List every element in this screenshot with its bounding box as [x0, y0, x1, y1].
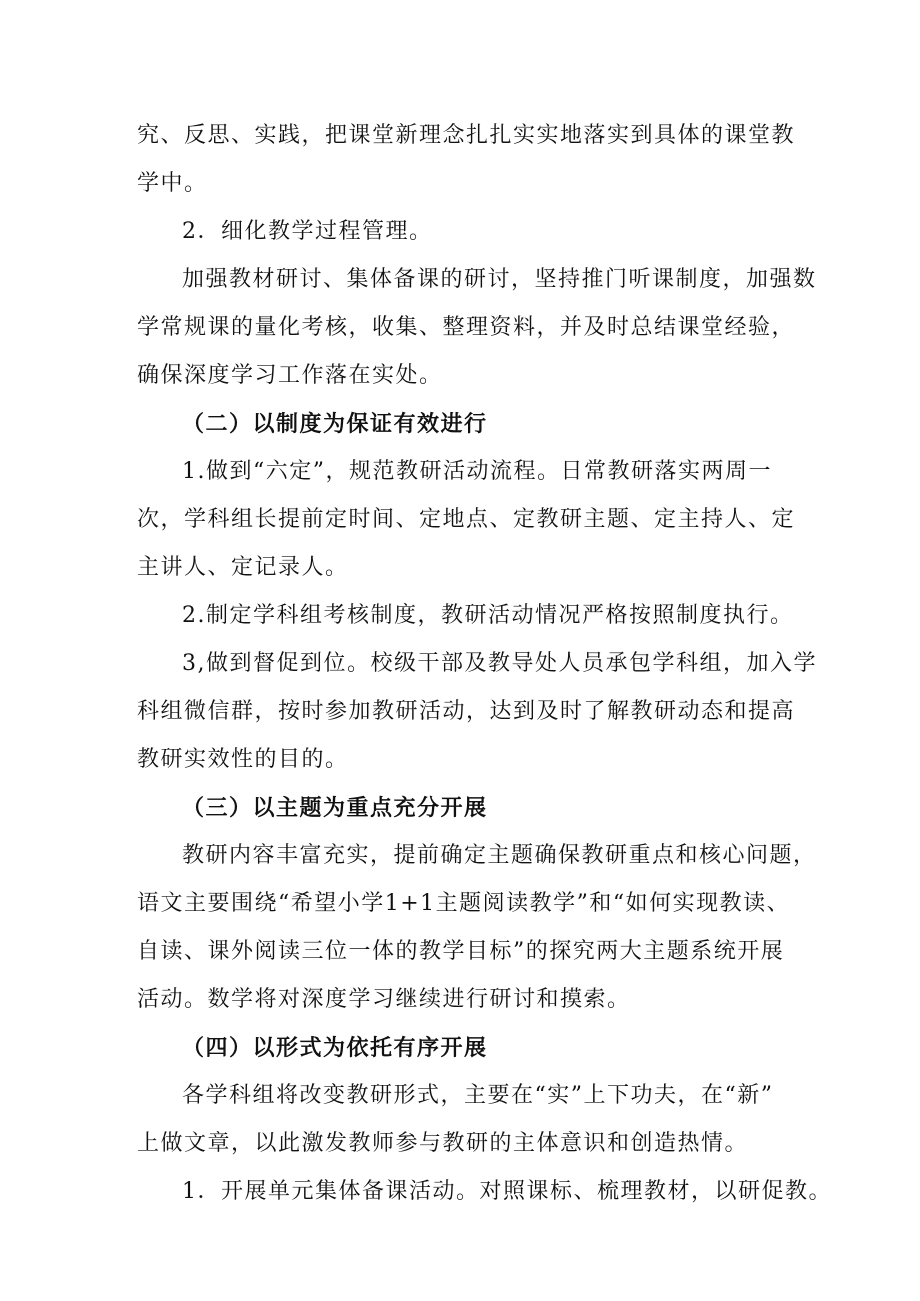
- paragraph-line: 1．开展单元集体备课活动。对照课标、梳理教材，以研促教。: [182, 1179, 832, 1204]
- paragraph-line: 教研内容丰富充实，提前确定主题确保教研重点和核心问题，: [182, 843, 817, 868]
- paragraph-line: 上做文章，以此激发教师参与教研的主体意识和创造热情。: [137, 1131, 749, 1156]
- subsection-title: 2．细化教学过程管理。: [182, 219, 433, 244]
- document-body: [137, 112, 832, 1216]
- section-heading: （四）以形式为依托有序开展: [182, 1035, 488, 1061]
- paragraph-line: 2.制定学科组考核制度，教研活动情况严格按照制度执行。: [182, 603, 794, 628]
- paragraph-line: 语文主要围绕“希望小学1+1主题阅读教学”和“如何实现教读、: [137, 891, 791, 916]
- paragraph-line: 各学科组将改变教研形式，主要在“实”上下功夫，在“新”: [182, 1083, 774, 1108]
- paragraph-line: 自读、课外阅读三位一体的教学目标”的探究两大主题系统开展: [137, 939, 785, 964]
- paragraph-line: 加强教材研讨、集体备课的研讨，坚持推门听课制度，加强数: [182, 267, 817, 292]
- paragraph-line: 主讲人、定记录人。: [137, 555, 349, 580]
- paragraph-line: 1.做到“六定”，规范教研活动流程。日常教研落实两周一: [182, 459, 772, 484]
- paragraph-line: 科组微信群，按时参加教研活动，达到及时了解教研动态和提高: [137, 699, 796, 724]
- paragraph-line: 学中。: [137, 171, 208, 196]
- paragraph-line: 次，学科组长提前定时间、定地点、定教研主题、定主持人、定: [137, 507, 796, 532]
- paragraph-line: 究、反思、实践，把课堂新理念扎扎实实地落实到具体的课堂教: [137, 123, 796, 148]
- paragraph-line: 确保深度学习工作落在实处。: [137, 363, 443, 388]
- section-heading: （三）以主题为重点充分开展: [182, 795, 488, 821]
- paragraph-line: 教研实效性的目的。: [137, 747, 349, 772]
- paragraph-line: 活动。数学将对深度学习继续进行研讨和摸索。: [137, 987, 631, 1012]
- paragraph-line: 学常规课的量化考核，收集、整理资料，并及时总结课堂经验，: [137, 315, 796, 340]
- section-heading: （二）以制度为保证有效进行: [182, 411, 488, 437]
- paragraph-line: 3,做到督促到位。校级干部及教导处人员承包学科组，加入学: [182, 651, 817, 676]
